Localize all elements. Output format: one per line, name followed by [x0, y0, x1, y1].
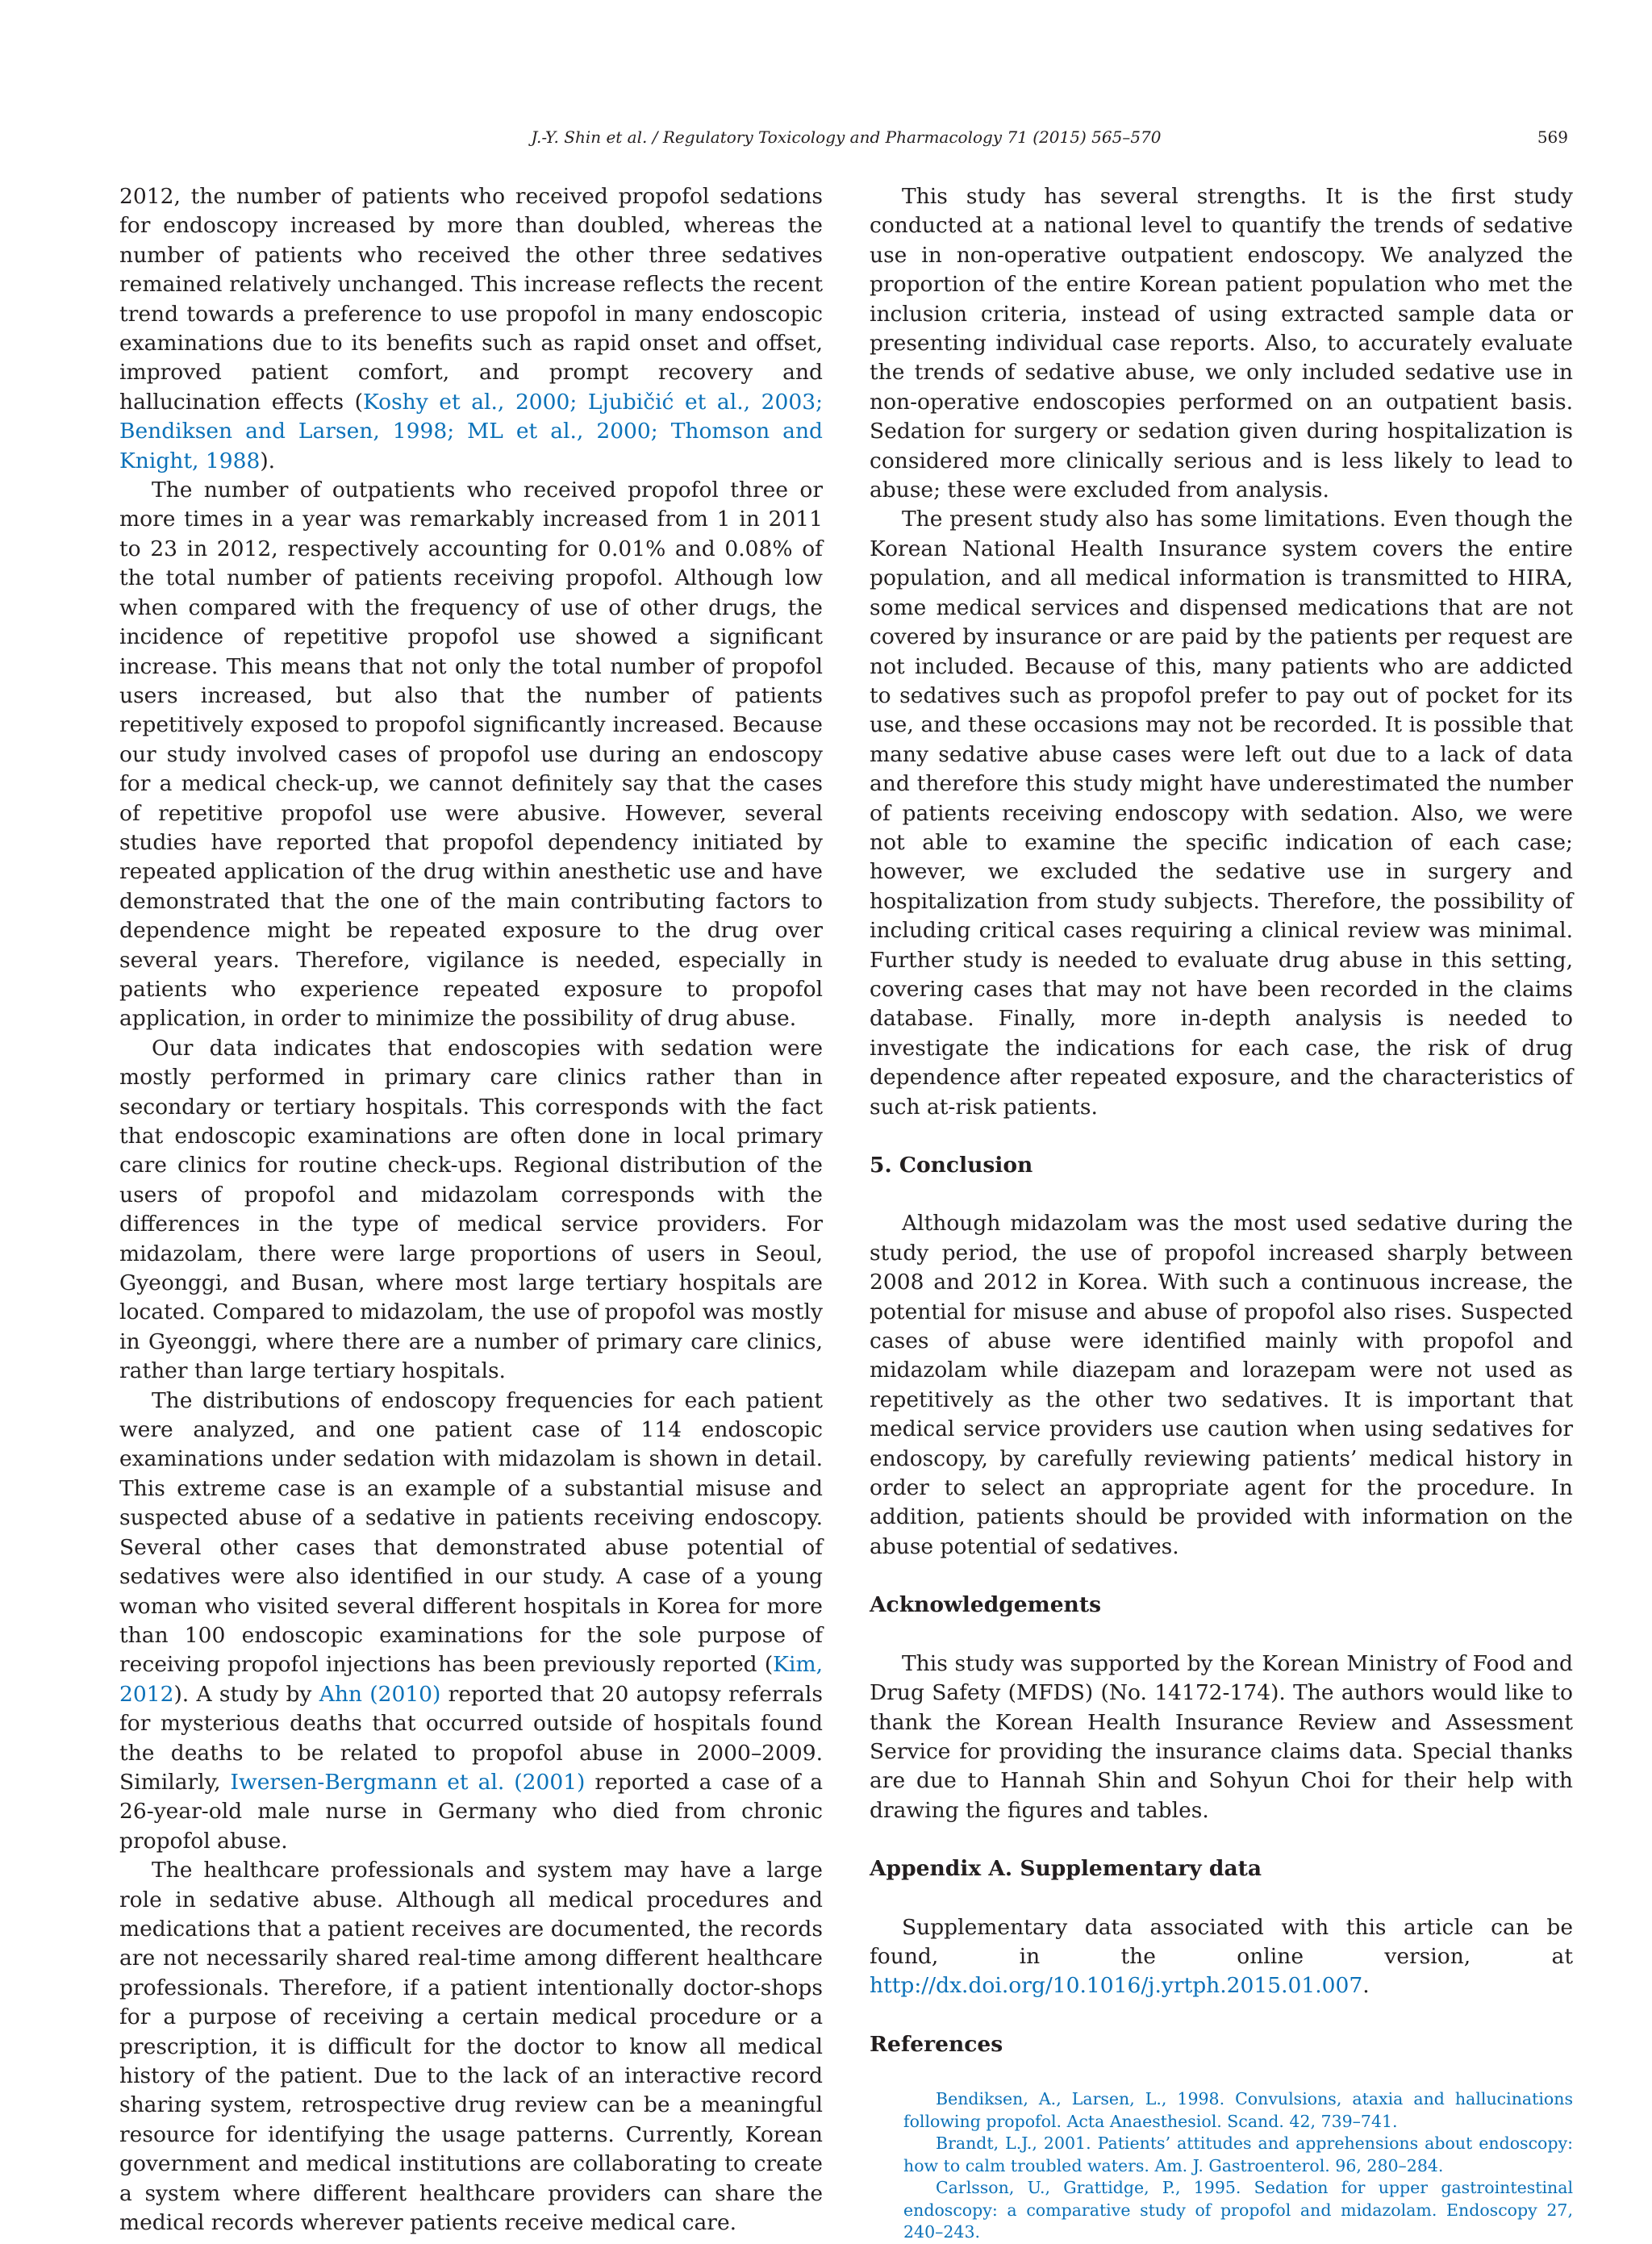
paragraph-case-examples: The distributions of endoscopy frequencies for each patient were analyzed, and one patient case of 114 endoscopic examinations under sedation with midazolam is shown in detail. This extreme case is an example of a substantial misuse and suspected abuse of a sedative in patients receiving endoscopy. Several other cases that demonstrated abuse potential of sedatives were also identified in our study. A case of a young woman who visited several different hospitals in Korea for more than 100 endoscopic examinations for the sole purpose of receiving propofol injections has been previously reported (Kim, 2012). A study by Ahn (2010) reported that 20 autopsy referrals for mysterious deaths that occurred outside of hospitals found the deaths to be related to propofol abuse in 2000–2009. Similarly, Iwersen-Bergmann et al. (2001) reported a case of a 26-year-old male nurse in Germany who died from chronic propofol abuse.	[119, 1387, 823, 1854]
section-heading-appendix: Appendix A. Supplementary data	[870, 1856, 1262, 1882]
paragraph-propofol-trend: 2012, the number of patients who received propofol sedations for endoscopy increased by more than doubled, whereas the number of patients who received the other three sedatives remained relatively unchanged. This increase reflects the recent trend towards a preference to use propofol in many endoscopic examinations due to its benefits such as rapid onset and offset, improved patient comfort, and prompt recovery and hallucination effects (Koshy et al., 2000; Ljubičić et al., 2003; Bendiksen and Larsen, 1998; ML et al., 2000; Thomson and Knight, 1988).	[119, 184, 823, 473]
citation-link[interactable]: Koshy et al., 2000; Ljubičić et al., 2003; Bendiksen and Larsen, 1998; ML et al., 2000; Thomson and Knight, 1988	[119, 389, 823, 473]
running-header	[119, 127, 1573, 156]
paragraph-conclusion: Although midazolam was the most used sedative during the study period, the use of propofol increased sharply between 2008 and 2012 in Korea. With such a continuous increase, the potential for misuse and abuse of propofol also rises. Suspected cases of abuse were identified mainly with propofol and midazolam while diazepam and lorazepam were not used as repetitively as the other two sedatives. It is important that medical service providers use caution when using sedatives for endoscopy, by carefully reviewing patients’ medical history in order to select an appropriate agent for the procedure. In addition, patients should be provided with information on the abuse potential of sedatives.	[870, 1211, 1573, 1559]
reference-list	[870, 2088, 1573, 2244]
paragraph-appendix: Supplementary data associated with this article can be found, in the online version, at http://dx.doi.org/10.1016/j.yrtph.2015.01.007.	[870, 1914, 1573, 1999]
section-heading-references: References	[870, 2031, 1003, 2057]
reference-item[interactable]: Bendiksen, A., Larsen, L., 1998. Convulsions, ataxia and hallucinations following propofol. Acta Anaesthesiol. Scand. 42, 739–741.	[903, 2089, 1573, 2131]
paragraph-acknowledgements: This study was supported by the Korean Ministry of Food and Drug Safety (MFDS) (No. 14172-174). The authors would like to thank the Korean Health Insurance Review and Assessment Service for providing the insurance claims data. Special thanks are due to Hannah Shin and Sohyun Choi for their help with drawing the figures and tables.	[870, 1650, 1573, 1823]
citation-link[interactable]: Kim, 2012	[119, 1652, 823, 1707]
page-number: 569	[1537, 127, 1568, 147]
paragraph-strengths: This study has several strengths. It is the first study conducted at a national level to quantify the trends of sedative use in non-operative outpatient endoscopy. We analyzed the proportion of the entire Korean patient population who met the inclusion criteria, instead of using extracted sample data or presenting individual case reports. Also, to accurately evaluate the trends of sedative abuse, we only included sedative use in non-operative endoscopies performed on an outpatient basis. Sedation for surgery or sedation given during hospitalization is considered more clinically serious and is less likely to lead to abuse; these were excluded from analysis.	[870, 184, 1573, 503]
journal-citation: J.-Y. Shin et al. / Regulatory Toxicology and Pharmacology 71 (2015) 565–570	[531, 127, 1162, 147]
reference-item[interactable]: Carlsson, U., Grattidge, P., 1995. Sedation for upper gastrointestinal endoscopy: a comparative study of propofol and midazolam. Endoscopy 27, 240–243.	[903, 2178, 1573, 2242]
right-column	[870, 182, 1573, 2244]
citation-link[interactable]: Ahn (2010)	[319, 1681, 441, 1707]
citation-link[interactable]: Iwersen-Bergmann et al. (2001)	[230, 1769, 586, 1795]
paragraph-repetitive-use: The number of outpatients who received propofol three or more times in a year was remarkably increased from 1 in 2011 to 23 in 2012, respectively accounting for 0.01% and 0.08% of the total number of patients receiving propofol. Although low when compared with the frequency of use of other drugs, the incidence of repetitive propofol use showed a significant increase. This means that not only the total number of propofol users increased, but also that the number of patients repetitively exposed to propofol significantly increased. Because our study involved cases of propofol use during an endoscopy for a medical check-up, we cannot definitely say that the cases of repetitive propofol use were abusive. However, several studies have reported that propofol dependency initiated by repeated application of the drug within anesthetic use and have demonstrated that the one of the main contributing factors to dependence might be repeated exposure to the drug over several years. Therefore, vigilance is needed, especially in patients who experience repeated exposure to propofol application, in order to minimize the possibility of drug abuse.	[119, 478, 823, 1032]
paragraph-limitations: The present study also has some limitations. Even though the Korean National Health Insurance system covers the entire population, and all medical information is transmitted to HIRA, some medical services and dispensed medications that are not covered by insurance or are paid by the patients per request are not included. Because of this, many patients who are addicted to sedatives such as propofol prefer to pay out of pocket for its use, and these occasions may not be recorded. It is possible that many sedative abuse cases were left out due to a lack of data and therefore this study might have underestimated the number of patients receiving endoscopy with sedation. Also, we were not able to examine the specific indication of each case; however, we excluded the sedative use in surgery and hospitalization from study subjects. Therefore, the possibility of including critical cases requiring a clinical review was minimal. Further study is needed to evaluate drug abuse in this setting, covering cases that may not have been recorded in the claims database. Finally, more in-depth analysis is needed to investigate the indications for each case, the risk of drug dependence after repeated exposure, and the characteristics of such at-risk patients.	[870, 507, 1573, 1120]
section-heading-conclusion: 5. Conclusion	[870, 1153, 1033, 1178]
paragraph-healthcare-system: The healthcare professionals and system may have a large role in sedative abuse. Although all medical procedures and medications that a patient receives are documented, the records are not necessarily shared real-time among different healthcare professionals. Therefore, if a patient intentionally doctor-shops for a purpose of receiving a certain medical procedure or a prescription, it is difficult for the doctor to know all medical history of the patient. Due to the lack of an interactive record sharing system, retrospective drug review can be a meaningful resource for identifying the usage patterns. Currently, Korean government and medical institutions are collaborating to create a system where different healthcare providers can share the medical records wherever patients receive medical care.	[119, 1858, 823, 2236]
left-column	[119, 182, 823, 2238]
doi-link[interactable]: http://dx.doi.org/10.1016/j.yrtph.2015.01.007	[870, 1973, 1363, 1999]
paragraph-clinic-distribution: Our data indicates that endoscopies with sedation were mostly performed in primary care clinics rather than in secondary or tertiary hospitals. This corresponds with the fact that endoscopic examinations are often done in local primary care clinics for routine check-ups. Regional distribution of the users of propofol and midazolam corresponds with the differences in the type of medical service providers. For midazolam, there were large proportions of users in Seoul, Gyeonggi, and Busan, where most large tertiary hospitals are located. Compared to midazolam, the use of propofol was mostly in Gyeonggi, where there are a number of primary care clinics, rather than large tertiary hospitals.	[119, 1035, 823, 1384]
section-heading-acknowledgements: Acknowledgements	[870, 1592, 1101, 1618]
reference-item[interactable]: Brandt, L.J., 2001. Patients’ attitudes and apprehensions about endoscopy: how to calm troubled waters. Am. J. Gastroenterol. 96, 280–284.	[903, 2133, 1573, 2175]
